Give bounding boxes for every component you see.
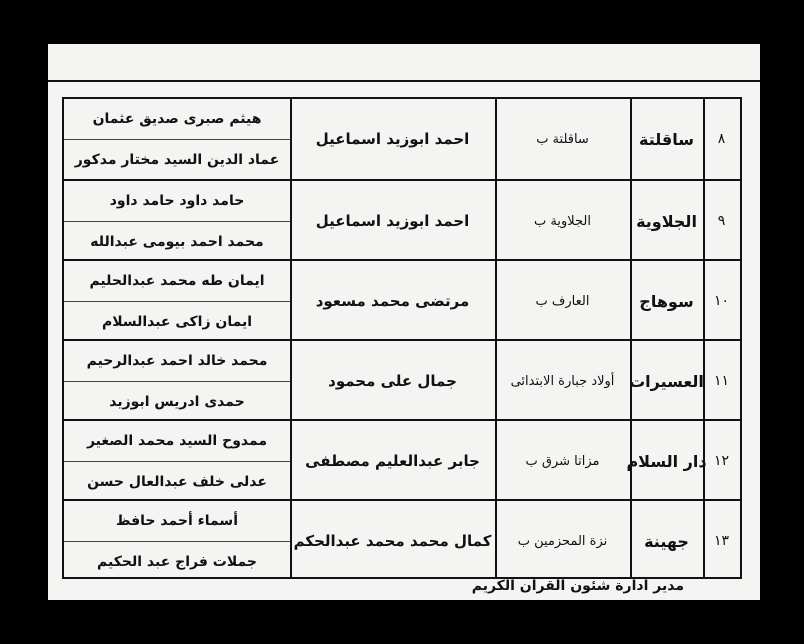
school-name: مزاتا شرق ب: [525, 453, 600, 469]
center-name: الجلاوية: [636, 211, 697, 231]
lead-name: احمد ابوزيد اسماعيل: [315, 212, 470, 230]
member-name: ايمان طه محمد عبدالحليم: [89, 273, 265, 289]
row-number: ١٢: [713, 453, 730, 469]
table-row: [64, 339, 740, 421]
table-row: [64, 179, 740, 261]
member-name: ممدوح السيد محمد الصغير: [86, 433, 268, 449]
row-number: ١٣: [713, 533, 730, 549]
table-row: [64, 419, 740, 501]
member-name: محمد خالد احمد عبدالرحيم: [86, 353, 268, 369]
lead-name: مرتضى محمد مسعود: [315, 292, 470, 310]
member-name: عدلى خلف عبدالعال حسن: [64, 461, 290, 502]
member-name: أسماء أحمد حافظ: [116, 513, 238, 529]
members-cell: [64, 501, 290, 581]
center-name: جهينة: [644, 531, 689, 551]
header-rule: [48, 80, 760, 82]
member-name: حمدى ادريس ابوزيد: [64, 381, 290, 422]
member-name: حامد داود حامد داود: [109, 193, 245, 209]
member-name: عماد الدين السيد مختار مدكور: [64, 139, 290, 180]
member-name: ايمان زاكى عبدالسلام: [64, 301, 290, 342]
table-row: [64, 259, 740, 341]
school-name: ساقلتة ب: [536, 131, 589, 147]
column-divider: [290, 99, 292, 577]
members-cell: [64, 341, 290, 421]
row-number: ١٠: [713, 293, 730, 309]
members-cell: [64, 421, 290, 501]
table-row: [64, 99, 740, 179]
center-name: ساقلتة: [639, 129, 694, 149]
column-divider: [703, 99, 705, 577]
school-name: نزة المحزمين ب: [517, 533, 608, 549]
table-row: [64, 499, 740, 579]
committee-table: [62, 97, 742, 579]
column-divider: [495, 99, 497, 577]
school-name: أولاد جبارة الابتدائى: [510, 373, 615, 389]
school-name: العارف ب: [535, 293, 590, 309]
lead-name: احمد ابوزيد اسماعيل: [315, 130, 470, 148]
row-number: ٩: [717, 213, 726, 229]
column-divider: [630, 99, 632, 577]
members-cell: [64, 99, 290, 179]
member-name: هيثم صبرى صديق عثمان: [92, 111, 262, 127]
members-cell: [64, 261, 290, 341]
lead-name: جابر عبدالعليم مصطفى: [305, 452, 480, 470]
member-name: محمد احمد بيومى عبدالله: [64, 221, 290, 262]
row-number: ٨: [717, 131, 726, 147]
center-name: العسيرات: [629, 371, 704, 391]
school-name: الجلاوية ب: [534, 213, 591, 229]
footer-signature-title: مدير ادارة شئون القرآن الكريم: [471, 578, 684, 594]
center-name: دار السلام: [626, 451, 707, 471]
member-name: جملات فراج عبد الحكيم: [64, 541, 290, 582]
center-name: سوهاج: [639, 291, 694, 311]
row-number: ١١: [713, 373, 730, 389]
members-cell: [64, 181, 290, 261]
lead-name: كمال محمد محمد عبدالحكم: [293, 532, 492, 550]
lead-name: جمال على محمود: [328, 372, 457, 390]
